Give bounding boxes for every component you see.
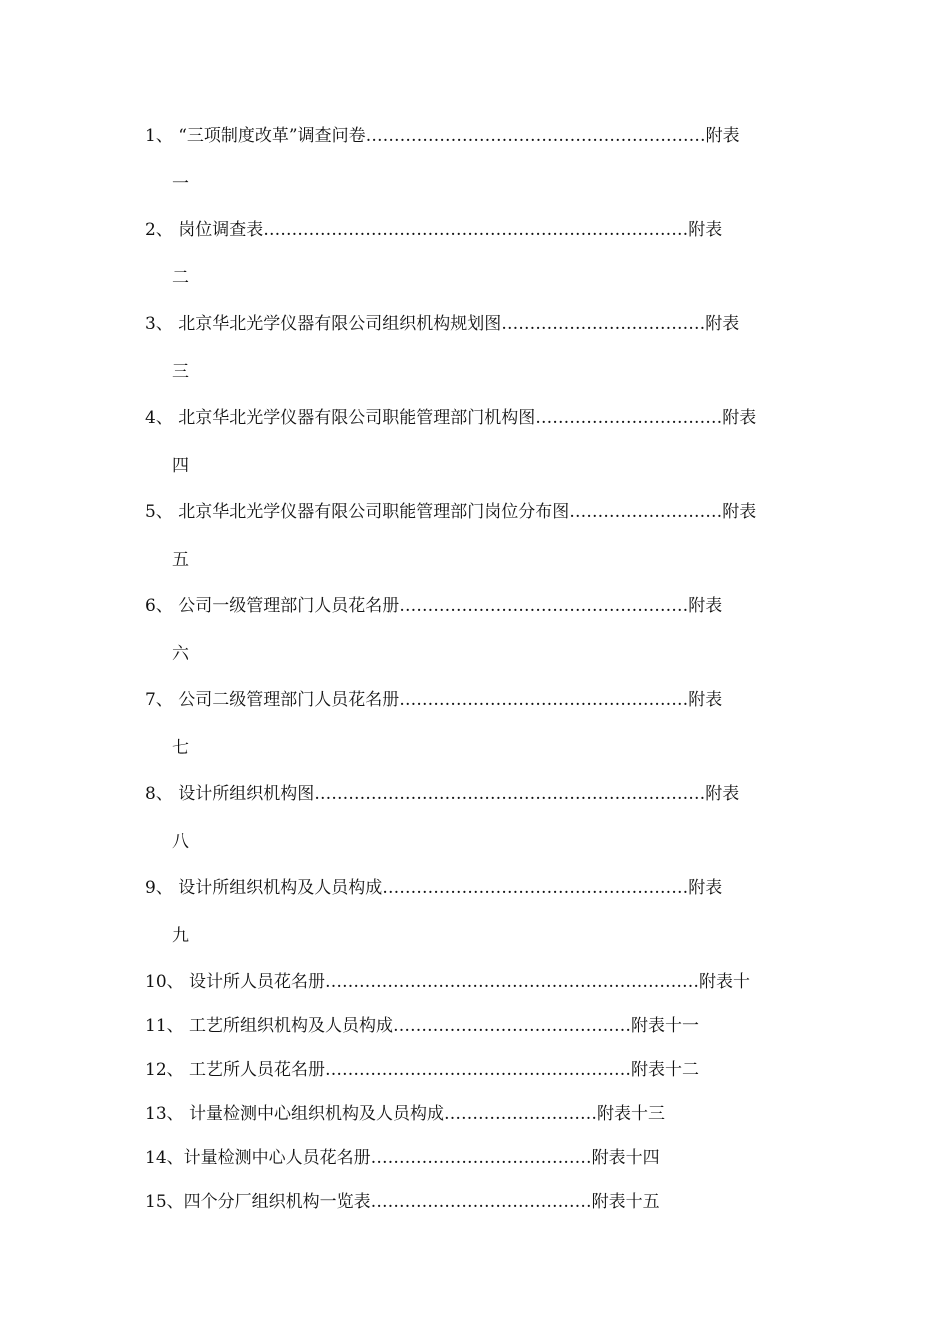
toc-item-2: 2、 岗位调查表…………………………………………………………………附表 — [145, 220, 723, 240]
toc-item-8-continuation: 八 — [172, 832, 189, 852]
toc-item-1-continuation: 一 — [172, 174, 189, 194]
toc-item-7-continuation: 七 — [172, 738, 189, 758]
toc-item-9: 9、 设计所组织机构及人员构成………………………………………………附表 — [145, 878, 723, 898]
toc-item-10: 10、 设计所人员花名册…………………………………………………………附表十 — [145, 972, 751, 992]
toc-item-7: 7、 公司二级管理部门人员花名册……………………………………………附表 — [145, 690, 723, 710]
toc-item-13: 13、 计量检测中心组织机构及人员构成………………………附表十三 — [145, 1104, 666, 1124]
toc-item-15: 15、四个分厂组织机构一览表…………………………………附表十五 — [145, 1192, 660, 1212]
toc-item-9-continuation: 九 — [172, 926, 189, 946]
toc-item-3-continuation: 三 — [172, 362, 189, 382]
toc-item-6-continuation: 六 — [172, 644, 189, 664]
toc-item-1: 1、 “三项制度改革”调查问卷……………………………………………………附表 — [145, 126, 740, 146]
toc-item-2-continuation: 二 — [172, 268, 189, 288]
toc-item-14: 14、计量检测中心人员花名册…………………………………附表十四 — [145, 1148, 660, 1168]
toc-item-4-continuation: 四 — [172, 456, 189, 476]
toc-item-6: 6、 公司一级管理部门人员花名册……………………………………………附表 — [145, 596, 723, 616]
toc-item-4: 4、 北京华北光学仪器有限公司职能管理部门机构图……………………………附表 — [145, 408, 757, 428]
toc-item-3: 3、 北京华北光学仪器有限公司组织机构规划图………………………………附表 — [145, 314, 740, 334]
toc-item-11: 11、 工艺所组织机构及人员构成……………………………………附表十一 — [145, 1016, 700, 1036]
toc-item-12: 12、 工艺所人员花名册………………………………………………附表十二 — [145, 1060, 700, 1080]
toc-item-5-continuation: 五 — [172, 550, 189, 570]
toc-item-8: 8、 设计所组织机构图……………………………………………………………附表 — [145, 784, 740, 804]
toc-item-5: 5、 北京华北光学仪器有限公司职能管理部门岗位分布图………………………附表 — [145, 502, 757, 522]
